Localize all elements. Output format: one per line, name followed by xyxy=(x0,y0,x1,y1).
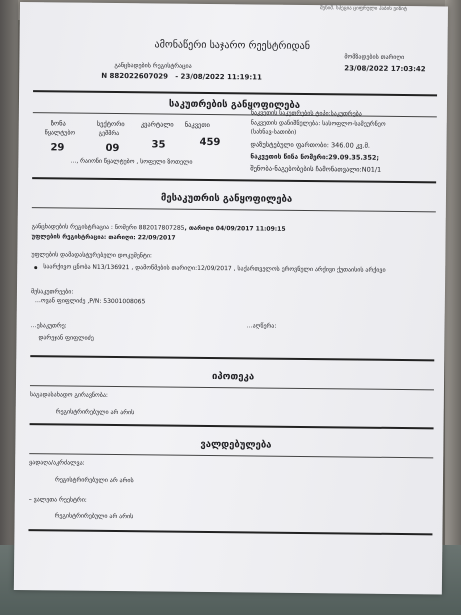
application-number: N 882022607029 xyxy=(101,71,169,81)
col-sector: სექტორი xyxy=(96,119,125,129)
owner-value: …ოვან ფიფლიძე ,P/N: 53001008065 xyxy=(34,297,146,306)
owner-reg-date: , თარიღი 04/09/2017 11:09:15 xyxy=(184,224,286,233)
debts-section-heading: ვალდებულება xyxy=(200,438,272,451)
divider-2 xyxy=(33,112,437,117)
divider-7 xyxy=(30,423,434,429)
divider-6 xyxy=(30,385,434,390)
extract-document xyxy=(14,2,448,594)
seizure-label: ყადაღა/აკრძალვა: xyxy=(29,459,85,467)
owner-section-heading: მესაკუთრის განყოფილება xyxy=(160,192,293,205)
value-sector: 09 xyxy=(105,142,120,155)
owner-reg-number: განცხადების რეგისტრაცია : ნომერი 882017807285 xyxy=(31,223,185,232)
doc-bullet xyxy=(34,266,37,269)
doc-item: საარქივო ცნობა N13/136921 , დამოწმების თარიღი:12/09/2017 , საქართველოს ეროვნული არქივი ქუთაისის არქივი xyxy=(43,263,386,274)
mortgage-subject-value: რეგისტრირებული არ არის xyxy=(55,408,135,417)
debtors-label: – ვალეთა რეესტრი: xyxy=(28,496,87,504)
detail-previous-number: ნაკვეთის წინა ნომერი:29.09.35.352; xyxy=(250,152,380,162)
divider-8 xyxy=(29,453,433,458)
background-right xyxy=(445,0,461,615)
owner-label: …ესაკუთრე: xyxy=(30,322,67,330)
value-zone: 29 xyxy=(50,142,65,154)
property-address: …, რაიონი წყალტუბო , სოფელი ზოთელი xyxy=(70,157,193,166)
mortgage-subject-label: საგადასახადო გირავნობა: xyxy=(29,391,109,399)
seizure-value: რეგისტრირებული არ არის xyxy=(54,476,134,485)
divider-5 xyxy=(30,355,434,361)
document-title: ამონაწერი საჯარო რეესტრიდან xyxy=(154,39,311,53)
divider-1 xyxy=(33,90,437,96)
col-zone: ზონა xyxy=(50,119,66,128)
col-parcel: ნაკვეთი xyxy=(184,120,210,129)
top-note: შენიშ. სპეცია ციფრული ჰაბის ვიზიტ xyxy=(319,5,407,13)
sub-sector: გეშმრა xyxy=(98,129,120,138)
owner-reg-line1 xyxy=(32,223,286,233)
detail-purpose-sub: (სახნავ-სათიბი) xyxy=(250,128,297,136)
mortgage-section-heading: იპოთეკა xyxy=(212,371,255,383)
divider-3 xyxy=(32,177,436,183)
prepared-date: 23/08/2022 17:03:42 xyxy=(344,64,426,74)
detail-area: დაზუსტებული ფართობი: 346.00 კვ.მ. xyxy=(250,140,371,150)
property-section-heading: საკუთრების განყოფილება xyxy=(168,98,301,111)
prepared-label: მომზადების თარიღი xyxy=(344,53,405,62)
debtors-value: რეგისტრირებული არ არის xyxy=(54,512,134,521)
owner-reg-line2: უფლების რეგისტრაცია: თარიღი: 22/09/2017 xyxy=(31,233,176,242)
docs-label: უფლების დამადასტურებელი დოკუმენტი: xyxy=(31,251,153,260)
application-date: - 23/08/2022 11:19:11 xyxy=(175,72,262,82)
description-label: …აღწერა: xyxy=(246,322,277,330)
divider-4 xyxy=(32,207,436,212)
value-block: 35 xyxy=(151,139,166,151)
detail-ownership-type: ნაკვეთის საკუთრების ტიპი:საკუთრება xyxy=(250,109,362,118)
detail-purpose: ნაკვეთის დანიშნულება: სასოფლო-სამეურნეო xyxy=(250,119,386,128)
owner-name: დარეჯან ფიფლიძე xyxy=(38,334,94,342)
owners-label: მესაკუთრეები: xyxy=(30,288,74,296)
application-label: განცხადების რეგისტრაცია xyxy=(114,61,192,70)
sub-zone: წყალტუბო xyxy=(44,129,76,137)
divider-9 xyxy=(28,529,432,535)
col-block: კვარტალი xyxy=(140,120,174,129)
detail-buildings: შენობა-ნაგებობების ჩამონათვალი:N01/1 xyxy=(250,164,382,174)
value-parcel: 459 xyxy=(199,136,221,149)
